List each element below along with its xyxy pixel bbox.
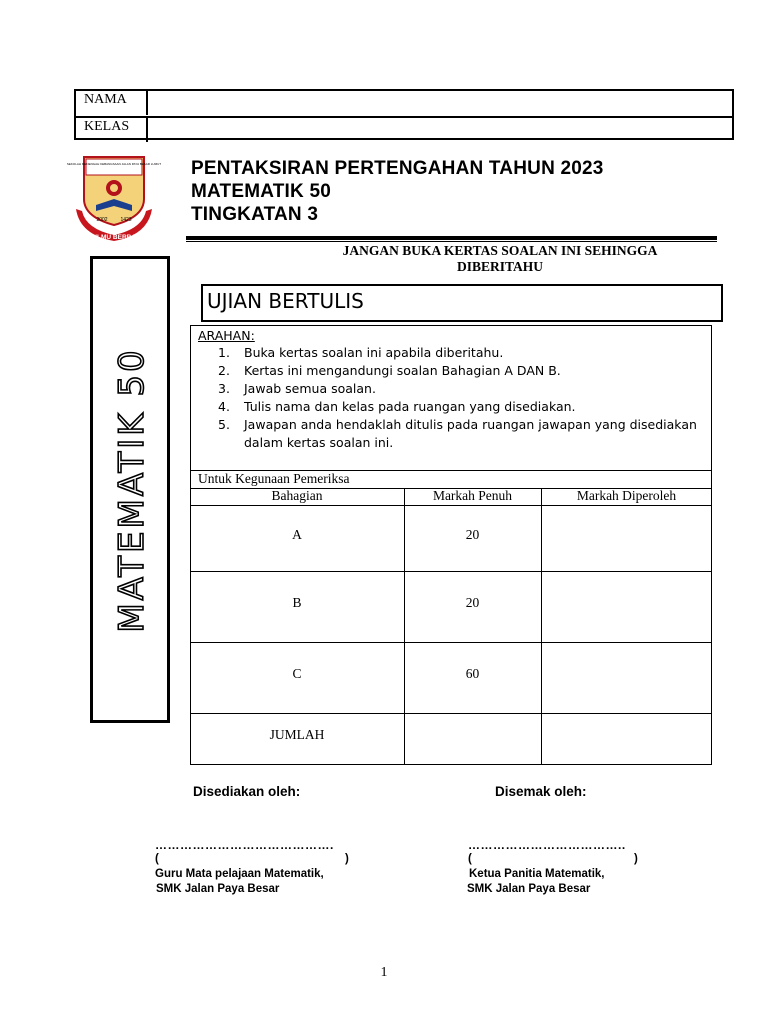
paper-type-box: UJIAN BERTULIS bbox=[201, 284, 723, 322]
checked-school: SMK Jalan Paya Besar bbox=[467, 883, 591, 895]
checked-paren-open: ( bbox=[468, 853, 472, 865]
instructions-heading: ARAHAN: bbox=[198, 328, 255, 343]
side-label-svg bbox=[90, 256, 170, 723]
examiner-caption: Untuk Kegunaan Pemeriksa bbox=[198, 471, 350, 486]
row-a-bahagian: A bbox=[292, 527, 302, 542]
instruction-item: 4. Tulis nama dan kelas pada ruangan yang disediakan. bbox=[218, 399, 576, 414]
nama-label: NAMA bbox=[76, 91, 148, 115]
kelas-row bbox=[76, 116, 732, 142]
warning-line-1: JANGAN BUKA KERTAS SOALAN INI SEHINGGA bbox=[342, 243, 658, 258]
header-bahagian: Bahagian bbox=[271, 488, 323, 503]
header-rule-thin bbox=[186, 241, 717, 242]
instruction-item: 2. Kertas ini mengandungi soalan Bahagian A DAN B. bbox=[218, 363, 561, 378]
row-a-penuh: 20 bbox=[465, 527, 480, 542]
nama-row bbox=[76, 91, 732, 115]
checked-role: Ketua Panitia Matematik, bbox=[469, 868, 605, 880]
row-c-penuh: 60 bbox=[465, 666, 480, 681]
table-rule bbox=[190, 571, 712, 572]
prepared-paren-open: ( bbox=[155, 853, 159, 865]
form-title: TINGKATAN 3 bbox=[191, 204, 319, 225]
table-rule bbox=[190, 642, 712, 643]
table-col-divider bbox=[541, 488, 542, 765]
side-label: MATEMATIK 50 bbox=[112, 347, 152, 633]
logo-year-right: 1423 bbox=[120, 217, 132, 223]
row-jumlah-label: JUMLAH bbox=[269, 727, 325, 742]
header-rule-thick bbox=[186, 236, 717, 240]
instructions-list bbox=[218, 344, 706, 452]
checked-signature-line: ……………………………….. bbox=[468, 838, 626, 852]
prepared-signature-line: ……………………………………. bbox=[155, 838, 334, 852]
logo-motto: BERILMU BERBAKTI bbox=[81, 234, 147, 241]
table-rule bbox=[190, 505, 712, 506]
header-markah-penuh: Markah Penuh bbox=[432, 488, 513, 503]
warning-line-2: DIBERITAHU bbox=[456, 259, 544, 274]
logo-top-text: SEKOLAH MENENGAH KEBANGSAAN JALAN PAYA BESAR LUMUT bbox=[66, 162, 162, 166]
row-b-bahagian: B bbox=[292, 595, 302, 610]
checked-paren-close: ) bbox=[634, 853, 638, 865]
prepared-by-heading: Disediakan oleh: bbox=[193, 784, 301, 799]
prepared-paren-close: ) bbox=[345, 853, 349, 865]
page-number: 1 bbox=[380, 965, 388, 980]
logo-year-left: 2002 bbox=[96, 217, 108, 223]
row-b-penuh: 20 bbox=[465, 595, 480, 610]
table-rule bbox=[190, 713, 712, 714]
row-c-bahagian: C bbox=[292, 666, 302, 681]
warning-text bbox=[300, 243, 700, 275]
instruction-item: 5. Jawapan anda hendaklah ditulis pada ruangan jawapan yang disediakan dalam kertas soalan ini. bbox=[218, 417, 697, 450]
prepared-school: SMK Jalan Paya Besar bbox=[156, 883, 280, 895]
subject-title: MATEMATIK 50 bbox=[191, 181, 331, 202]
checked-by-heading: Disemak oleh: bbox=[495, 784, 587, 799]
student-info-table bbox=[74, 89, 734, 140]
instruction-item: 1. Buka kertas soalan ini apabila diberitahu. bbox=[218, 345, 504, 360]
school-logo bbox=[66, 155, 162, 247]
header-markah-diperoleh: Markah Diperoleh bbox=[576, 488, 677, 503]
instruction-item: 3. Jawab semua soalan. bbox=[218, 381, 376, 396]
kelas-label: KELAS bbox=[76, 118, 148, 142]
exam-title: PENTAKSIRAN PERTENGAHAN TAHUN 2023 bbox=[191, 158, 604, 179]
prepared-role: Guru Mata pelajaan Matematik, bbox=[155, 868, 324, 880]
